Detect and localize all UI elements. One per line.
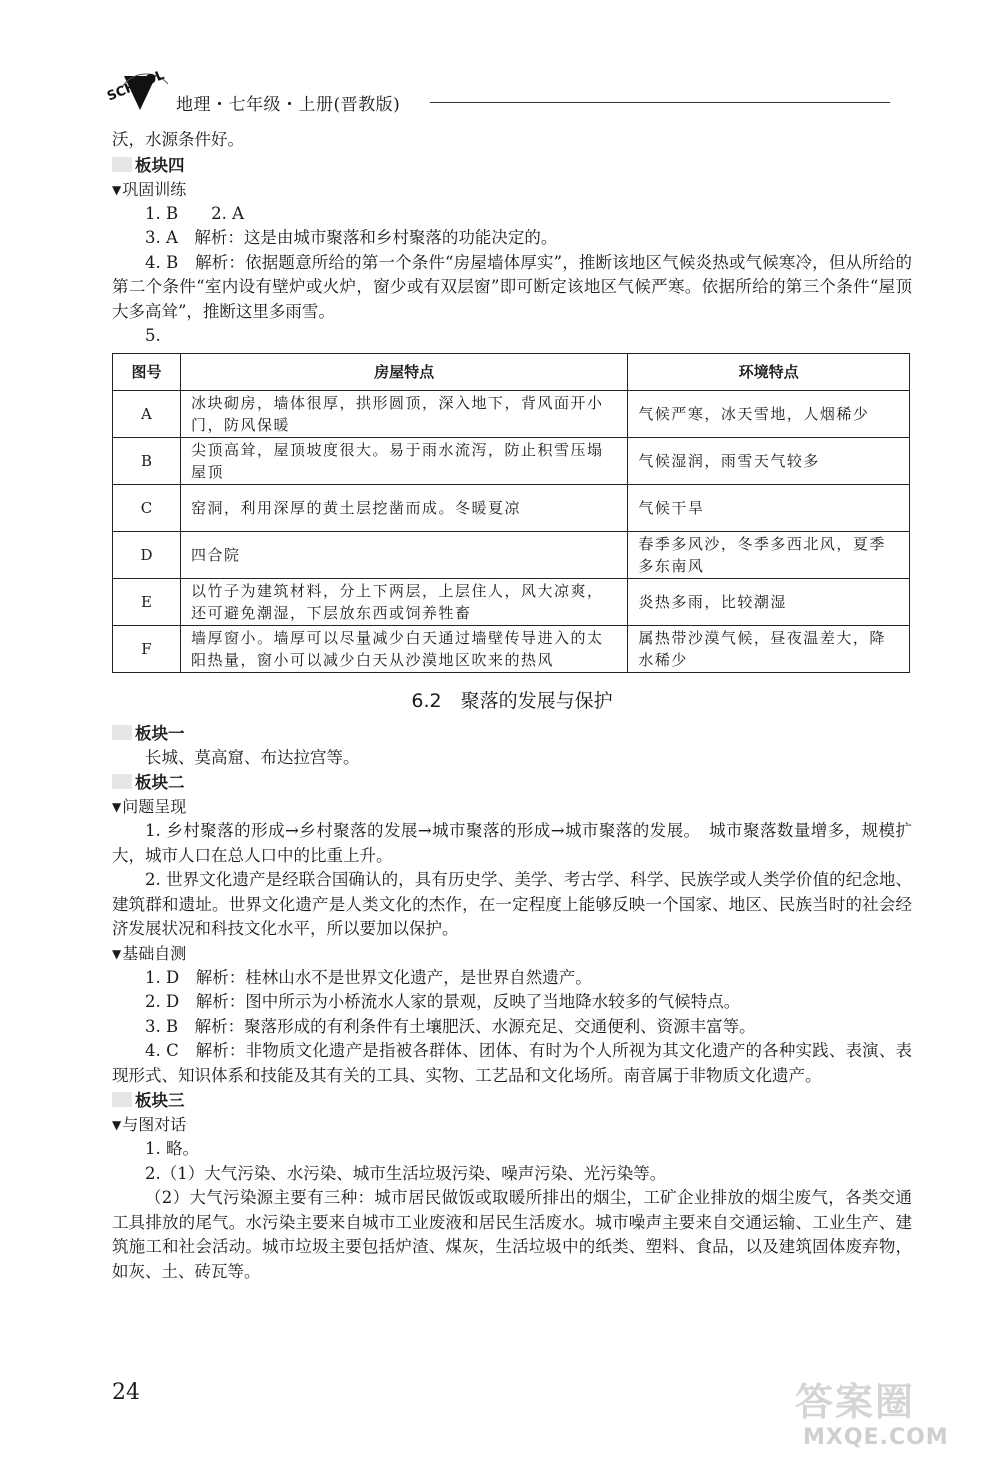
block-heading	[112, 1088, 912, 1113]
answer-paragraph: （2）大气污染源主要有三种：城市居民做饭或取暖所排出的烟尘，工矿企业排放的烟尘废气，各类交通工具排放的尾气。水污染主要来自城市工业废液和居民生活废水。城市噪声主要来自交通运输、工业生产、建筑施工和社会活动。城市垃圾主要包括炉渣、煤灰，生活垃圾中的纸类、塑料、食品，以及建筑固体废弃物，如灰、土、砖瓦等。	[112, 1188, 912, 1281]
triangle-icon: ▼	[112, 800, 122, 814]
table-cell-id: E	[113, 578, 181, 625]
answer-line: 4. B 解析：依据题意所给的第一个条件“房屋墙体厚实”，推断该地区气候炎热或气候寒冷，但从所给的第二个条件“室内设有壁炉或火炉，窗少或有双层窗”即可断定该地区气候严寒。依据所给的第三个条件“屋顶大多高耸”，推断这里多雨雪。	[112, 252, 912, 321]
block-marker	[112, 774, 132, 789]
book-title: 地理・七年级・上册(晋教版)	[176, 95, 401, 115]
table-cell-id: C	[113, 484, 181, 531]
block-heading	[112, 153, 912, 178]
table-cell-house: 窑洞，利用深厚的黄土层挖凿而成。冬暖夏凉	[180, 484, 627, 531]
intro-line: 沃，水源条件好。	[112, 130, 244, 149]
block-marker	[112, 1092, 132, 1107]
table-cell-id: A	[113, 390, 181, 437]
section-number: 6.2	[411, 689, 442, 712]
answer-paragraph: 4. C 解析：非物质文化遗产是指被各群体、团体、有时为个人所视为其文化遗产的各种实践、表演、表现形式、知识体系和技能及其有关的工具、实物、工艺品和文化场所。南音属于非物质文化遗产。	[112, 1041, 912, 1085]
table-cell-house: 墙厚窗小。墙厚可以尽量减少白天通过墙壁传导进入的太阳热量，窗小可以减少白天从沙漠地区吹来的热风	[180, 625, 627, 672]
table-cell-id: B	[113, 437, 181, 484]
sub-heading	[112, 178, 912, 202]
table-cell-id: F	[113, 625, 181, 672]
table-cell-env: 属热带沙漠气候，昼夜温差大，降水稀少	[628, 625, 910, 672]
table-cell-house: 四合院	[180, 531, 627, 578]
page-number: 24	[112, 1380, 140, 1405]
table-row	[113, 390, 910, 437]
sub-heading	[112, 1113, 912, 1137]
triangle-icon: ▼	[112, 182, 122, 197]
answer-line: 2.（1）大气污染、水污染、城市生活垃圾污染、噪声污染、光污染等。	[145, 1163, 667, 1183]
table-cell-house: 尖顶高耸，屋顶坡度很大。易于雨水流泻，防止积雪压塌屋顶	[180, 437, 627, 484]
sub-title: 与图对话	[122, 1115, 187, 1134]
table-header-row	[113, 353, 910, 390]
answer-line: 1. B 2. A	[145, 203, 245, 223]
table-cell-env: 气候严寒，冰天雪地，人烟稀少	[628, 390, 910, 437]
header-rule	[430, 102, 890, 103]
block-title: 板块一	[135, 723, 185, 743]
block-heading	[112, 770, 912, 795]
column-header: 图号	[113, 353, 181, 390]
table-cell-env: 气候干旱	[628, 484, 910, 531]
table-row	[113, 484, 910, 531]
table-row	[113, 625, 910, 672]
column-header: 环境特点	[628, 353, 910, 390]
section-title	[112, 687, 912, 715]
table-cell-id: D	[113, 531, 181, 578]
block-marker	[112, 157, 132, 172]
table-row	[113, 531, 910, 578]
sub-title: 问题呈现	[122, 797, 187, 816]
answer-paragraph: 1. 乡村聚落的形成→乡村聚落的发展→城市聚落的形成→城市聚落的发展。 城市聚落数量增多，规模扩大，城市人口在总人口中的比重上升。	[112, 821, 912, 865]
block-title: 板块二	[135, 773, 185, 792]
page-content	[112, 128, 912, 1284]
sub-title: 基础自测	[122, 943, 187, 963]
svg-text:SCHOOL: SCHOOL	[105, 67, 167, 105]
block-marker	[112, 725, 132, 740]
section-name: 聚落的发展与保护	[460, 689, 613, 712]
answer-line: 3. A 解析：这是由城市聚落和乡村聚落的功能决定的。	[145, 228, 558, 247]
column-header: 房屋特点	[180, 353, 627, 390]
table-cell-env: 春季多风沙，冬季多西北风，夏季多东南风	[628, 531, 910, 578]
block-title: 板块四	[135, 155, 185, 175]
table-cell-env: 炎热多雨，比较潮湿	[628, 578, 910, 625]
watermark-text: 答案圈	[795, 1380, 916, 1424]
triangle-icon: ▼	[112, 946, 122, 961]
sub-heading	[112, 795, 912, 819]
table-row	[113, 578, 910, 625]
block-title: 板块三	[135, 1091, 185, 1110]
answer-line: 5.	[145, 326, 161, 345]
answer-paragraph: 2. 世界文化遗产是经联合国确认的，具有历史学、美学、考古学、科学、民族学或人类学价值的纪念地、建筑群和遗址。世界文化遗产是人类文化的杰作，在一定程度上能够反映一个国家、地区、民族当时的社会经济发展状况和科技文化水平，所以要加以保护。	[112, 870, 912, 938]
answer-line: 长城、莫高窟、布达拉宫等。	[145, 747, 360, 767]
table-cell-env: 气候湿润，雨雪天气较多	[628, 437, 910, 484]
answer-line: 3. B 解析：聚落形成的有利条件有土壤肥沃、水源充足、交通便利、资源丰富等。	[145, 1016, 756, 1036]
page-header	[100, 58, 890, 118]
table-cell-house: 以竹子为建筑材料，分上下两层，上层住人，风大凉爽，还可避免潮湿，下层放东西或饲养牲畜	[180, 578, 627, 625]
answer-line: 2. D 解析：图中所示为小桥流水人家的景观，反映了当地降水较多的气候特点。	[145, 992, 741, 1011]
answer-line: 1. D 解析：桂林山水不是世界文化遗产，是世界自然遗产。	[145, 967, 592, 987]
table-row	[113, 437, 910, 484]
housing-table	[112, 353, 910, 673]
sub-heading	[112, 942, 912, 966]
answer-line: 1. 略。	[145, 1139, 199, 1158]
triangle-icon: ▼	[112, 1118, 122, 1132]
watermark-url: MXQE.COM	[803, 1425, 949, 1450]
table-cell-house: 冰块砌房，墙体很厚，拱形圆顶，深入地下，背风面开小门，防风保暖	[180, 390, 627, 437]
sub-title: 巩固训练	[122, 179, 187, 199]
block-heading	[112, 721, 912, 746]
school-logo-icon	[100, 58, 170, 118]
watermark	[795, 1380, 975, 1460]
